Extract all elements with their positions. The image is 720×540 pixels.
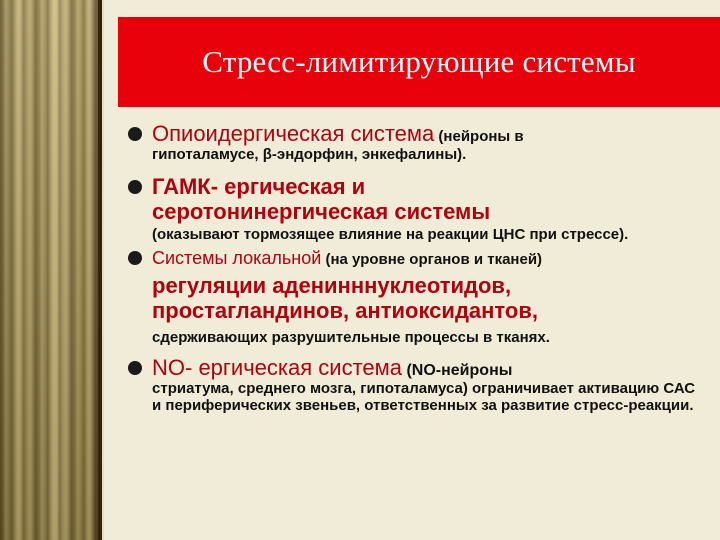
divider-highlight <box>102 0 104 540</box>
slide-title: Стресс-лимитирующие системы <box>202 44 636 79</box>
bullet-opioid <box>128 121 708 163</box>
bullet-heading: ГАМК- ергическая и <box>152 174 366 199</box>
bullet-gaba <box>128 174 708 243</box>
bullet-dot-icon <box>128 127 142 141</box>
bullet-heading: Системы локальной <box>152 248 322 268</box>
bullet-detail: стриатума, среднего мозга, гипоталамуса) ограничивает активацию САС и периферических звеньев, ответственных за развитие стресс-реакции. <box>152 380 696 414</box>
bullet-list <box>128 121 708 414</box>
title-banner <box>118 17 720 107</box>
bullet-heading-line3: простагландинов, антиоксидантов, <box>152 298 538 323</box>
bullet-heading-line2: регуляции аденинннуклеотидов, <box>152 273 512 298</box>
bullet-note: (нейроны в <box>434 128 524 145</box>
bullet-note: (на уровне органов и тканей) <box>321 251 543 268</box>
bullet-dot-icon <box>128 180 142 194</box>
bullet-no-system <box>128 355 708 414</box>
bullet-dot-icon <box>128 251 142 265</box>
bullet-local-systems <box>128 248 708 346</box>
bullet-detail: гипоталамусе, β-эндорфин, энкефалины). <box>152 146 467 163</box>
bullet-detail: сдерживающих разрушительные процессы в тканях. <box>152 329 550 346</box>
bullet-detail: (оказывают тормозящее влияние на реакции ЦНС при стрессе). <box>152 226 629 243</box>
bullet-heading: NO- ергическая система <box>152 355 403 380</box>
bullet-heading-line2: серотонинергическая системы <box>152 199 491 224</box>
bullet-heading: Опиоидергическая система <box>152 121 435 146</box>
bullet-note: (NO-нейроны <box>402 362 513 379</box>
decorative-gold-band <box>0 0 98 540</box>
bullet-dot-icon <box>128 361 142 375</box>
